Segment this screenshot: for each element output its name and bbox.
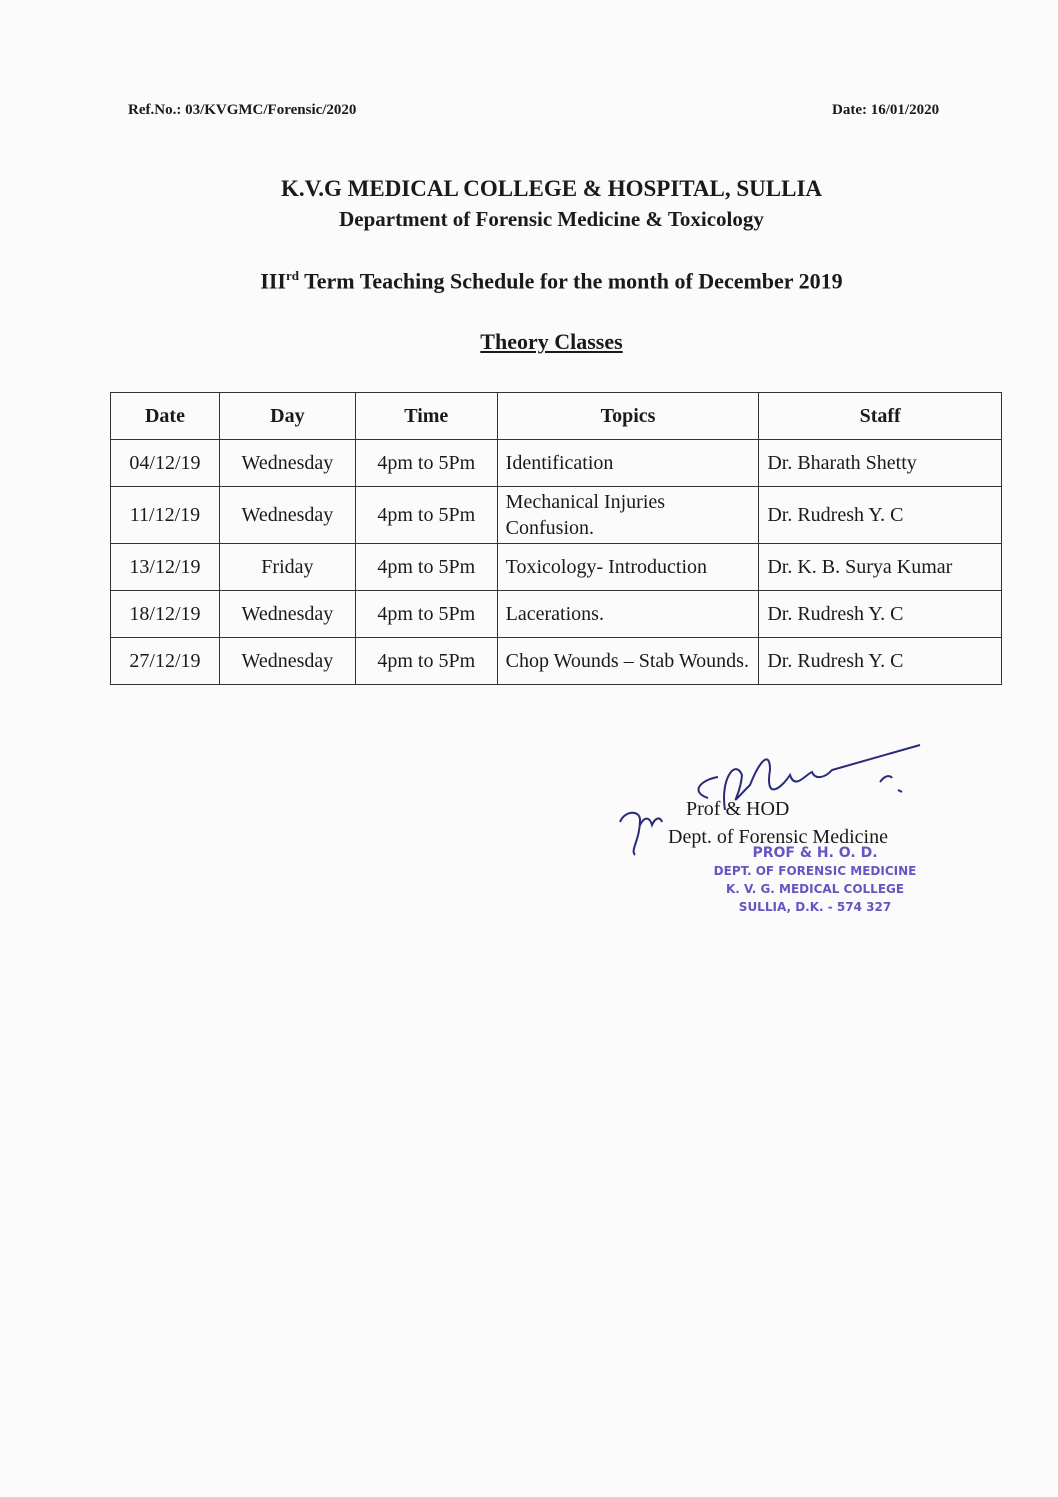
institution-title: K.V.G MEDICAL COLLEGE & HOSPITAL, SULLIA xyxy=(280,176,823,201)
stamp-line: SULLIA, D.K. - 574 327 xyxy=(738,900,892,914)
cell-time: 4pm to 5Pm xyxy=(355,638,497,685)
stamp-line: PROF & H. O. D. xyxy=(752,845,878,861)
cell-topic: Chop Wounds – Stab Wounds. xyxy=(497,638,759,685)
column-header: Topics xyxy=(497,393,759,440)
cell-time: 4pm to 5Pm xyxy=(355,487,497,544)
cell-day: Wednesday xyxy=(219,638,355,685)
table-row xyxy=(111,440,1002,487)
cell-topic: Lacerations. xyxy=(497,591,759,638)
cell-time: 4pm to 5Pm xyxy=(355,544,497,591)
term-suffix: rd xyxy=(286,268,299,283)
term-number: III xyxy=(260,268,286,294)
cell-topic: Toxicology- Introduction xyxy=(497,544,759,591)
cell-time: 4pm to 5Pm xyxy=(355,440,497,487)
cell-day: Wednesday xyxy=(219,440,355,487)
schedule-title-text: Term Teaching Schedule for the month of December 2019 xyxy=(299,268,843,294)
table-row xyxy=(111,544,1002,591)
column-header: Time xyxy=(355,393,497,440)
table-header-row xyxy=(111,393,1002,440)
column-header: Date xyxy=(111,393,220,440)
cell-staff: Dr. K. B. Surya Kumar xyxy=(759,544,1002,591)
table-row xyxy=(111,487,1002,544)
signatory-department: Dept. of Forensic Medicine xyxy=(668,826,888,848)
cell-day: Wednesday xyxy=(219,487,355,544)
table-row xyxy=(111,638,1002,685)
cell-date: 27/12/19 xyxy=(111,638,220,685)
cell-topic: Mechanical Injuries Confusion. xyxy=(497,487,759,544)
stamp-line: K. V. G. MEDICAL COLLEGE xyxy=(725,882,905,896)
stamp-line: DEPT. OF FORENSIC MEDICINE xyxy=(713,864,917,878)
cell-staff: Dr. Bharath Shetty xyxy=(759,440,1002,487)
cell-date: 04/12/19 xyxy=(111,440,220,487)
department-title: Department of Forensic Medicine & Toxicology xyxy=(339,207,764,231)
table-row xyxy=(111,591,1002,638)
column-header: Staff xyxy=(759,393,1002,440)
schedule-title xyxy=(0,268,1058,294)
section-title: Theory Classes xyxy=(480,329,623,354)
official-stamp xyxy=(680,844,950,916)
cell-staff: Dr. Rudresh Y. C xyxy=(759,591,1002,638)
column-header: Day xyxy=(219,393,355,440)
schedule-table xyxy=(110,392,1002,685)
cell-topic: Identification xyxy=(497,440,759,487)
cell-staff: Dr. Rudresh Y. C xyxy=(759,638,1002,685)
cell-staff: Dr. Rudresh Y. C xyxy=(759,487,1002,544)
cell-time: 4pm to 5Pm xyxy=(355,591,497,638)
cell-day: Friday xyxy=(219,544,355,591)
cell-date: 11/12/19 xyxy=(111,487,220,544)
document-date: Date: 16/01/2020 xyxy=(832,102,940,118)
signatory-designation: Prof & HOD xyxy=(686,798,790,820)
cell-day: Wednesday xyxy=(219,591,355,638)
cell-date: 13/12/19 xyxy=(111,544,220,591)
reference-number: Ref.No.: 03/KVGMC/Forensic/2020 xyxy=(128,102,357,118)
cell-date: 18/12/19 xyxy=(111,591,220,638)
